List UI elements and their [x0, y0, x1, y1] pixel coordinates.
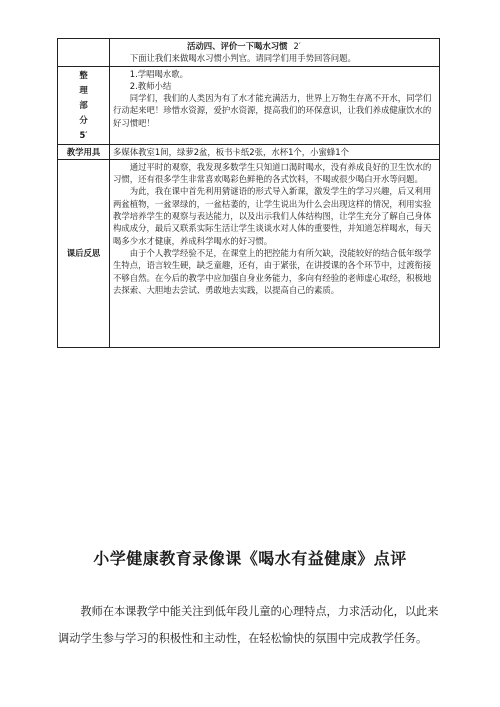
- reflection-paragraph: 由于个人教学经验不足，在课堂上的把控能力有所欠缺，没能较好的结合低年级学生特点，语言较生硬，缺乏童趣，还有，由于紧张，在讲授课的各个环节中，过渡衔接不够自然。在今后的教学中应加强自身业务能力，多向有经验的老师虚心取经，积极地去探索、大胆地去尝试、勇敢地去实践，以提高自己的素质。: [113, 247, 432, 295]
- activity-row: [58, 39, 440, 67]
- reflection-row: [58, 159, 440, 347]
- review-section: [58, 598, 444, 652]
- activity-time: 2′: [293, 41, 301, 51]
- summary-text: 同学们，我们的人类因为有了水才能充满活力，世界上万物生存离不开水，同学们行动起来吧！珍惜水资源，爱护水资源，提高我们的环保意识，让我们养成健康饮水的好习惯吧！: [113, 93, 432, 128]
- review-heading: 小学健康教育录像课《喝水有益健康》点评: [93, 549, 407, 568]
- reflection-label: 课后反思: [58, 159, 110, 347]
- reflection-content-cell: [110, 159, 440, 347]
- activity-text: 下面让我们来做喝水习惯小判官。请同学们用手势回答问题。: [129, 53, 356, 64]
- tools-row: [58, 144, 440, 159]
- activity-title: [113, 40, 436, 52]
- tools-label: 教学用具: [58, 144, 110, 159]
- tools-content: 多媒体教室1间，绿萝2盆，板书卡纸2张，水杯1个，小蜜蜂1个: [110, 144, 440, 159]
- activity-title-text: 活动四、评价一下喝水习惯: [187, 41, 288, 51]
- review-paragraph: 教师在本课教学中能关注到低年段儿童的心理特点，力求活动化，以此来调动学生参与学习的积极性和主动性，在轻松愉快的氛围中完成教学任务。: [58, 605, 439, 645]
- summary-label-char: 部: [79, 99, 88, 110]
- reflection-paragraph: 通过平时的观察，我发现多数学生只知道口渴时喝水，没有养成良好的卫生饮水的习惯，还有很多学生非常喜欢喝彩色鲜艳的各式饮料，不喝或很少喝白开水等问题。: [113, 161, 432, 185]
- summary-label-char: 理: [79, 84, 88, 95]
- activity-label-cell: [58, 39, 110, 67]
- lesson-plan-table: [57, 38, 440, 348]
- reflection-blank-space: [113, 296, 436, 346]
- summary-item-teacher-summary: 2.教师小结: [129, 80, 172, 91]
- reflection-paragraph: 为此，我在课中首先利用猜谜语的形式导入新课，激发学生的学习兴趣，后又利用两盆植物，一盆翠绿的，一盆枯萎的，让学生说出为什么会出现这样的情况，利用实验教学培养学生的观察与表达能力，以及出示我们人体结构图，让学生充分了解自己身体构成成分，最后又联系实际生活让学生谈谈水对人体的重要性，并知道怎样喝水，每天喝多少水才健康，养成科学喝水的好习惯。: [113, 186, 432, 246]
- activity-content-cell: [110, 39, 440, 67]
- summary-label-time: 5′: [79, 129, 88, 140]
- summary-row: [58, 66, 440, 144]
- summary-label-char: 整: [79, 69, 88, 80]
- summary-item-song: 1.学唱喝水歌。: [129, 68, 189, 79]
- summary-content-cell: [110, 66, 440, 144]
- summary-label: [58, 66, 110, 144]
- summary-label-char: 分: [79, 114, 88, 125]
